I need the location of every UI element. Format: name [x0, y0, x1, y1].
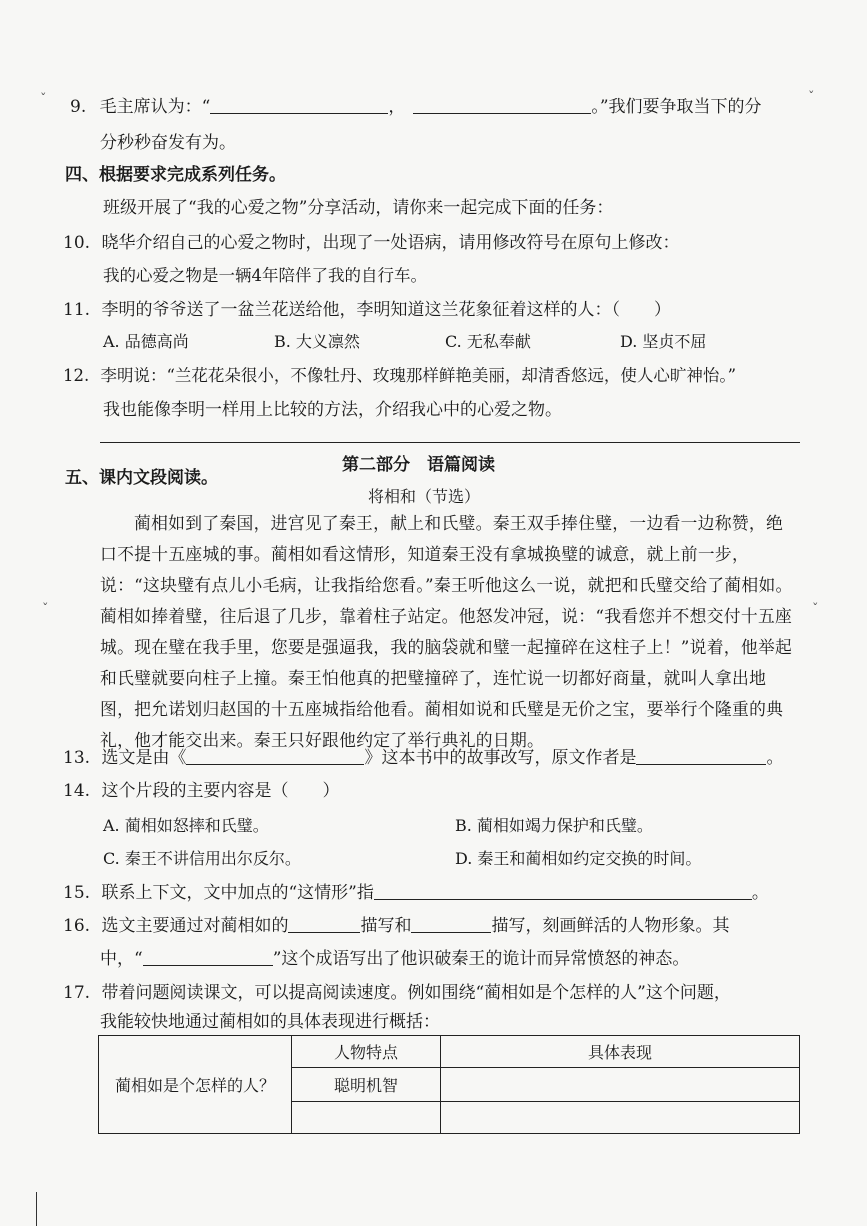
q16-number: 16. — [63, 916, 91, 936]
q14-option-d[interactable]: D. 秦王和蔺相如约定交换的时间。 — [455, 849, 702, 868]
q9-cont: 分秒秒奋发有为。 — [100, 133, 236, 153]
q16-cont-post: ”这个成语写出了他识破秦王的诡计而异常愤怒的神态。 — [272, 949, 690, 969]
table-cell-trait-1: 聪明机智 — [292, 1068, 441, 1102]
q16-post: 描写，刻画鲜活的人物形象。其 — [491, 916, 730, 936]
q16-pre: 选文主要通过对蔺相如的 — [101, 916, 289, 936]
q11-option-a[interactable]: A. 品德高尚 — [103, 332, 189, 351]
q16-blank-1[interactable] — [288, 916, 360, 933]
passage-text: 蔺相如到了秦国，进宫见了秦王，献上和氏璧。秦王双手捧住璧，一边看一边称赞，绝口不提十五座城的事。蔺相如看这情形，知道秦王没有拿城换璧的诚意，就上前一步，说：“这块璧有点儿小毛病，让我指给您看。”秦王听他这么一说，就把和氏璧交给了蔺相如。蔺相如捧着璧，往后退了几步，靠着柱子站定。他怒发冲冠，说：“我看您并不想交付十五座城。现在璧在我手里，您要是强逼我，我的脑袋就和璧一起撞碎在这柱子上！”说着，他举起和氏璧就要向柱子上撞。秦王怕他真的把璧撞碎了，连忙说一切都好商量，就叫人拿出地图，把允诺划归赵国的十五座城指给他看。蔺相如说和氏璧是无价之宝，要举行个隆重的典礼，他才能交出来。秦王只好跟他约定了举行典礼的日期。 — [100, 513, 793, 750]
table-row-label: 蔺相如是个怎样的人？ — [99, 1036, 292, 1134]
scan-tick-mark: ˇ — [42, 602, 49, 617]
q17-number: 17. — [63, 983, 91, 1003]
q11-option-b[interactable]: B. 大义凛然 — [274, 332, 360, 351]
q15-line — [63, 881, 769, 905]
part-2-title: 第二部分 语篇阅读 — [342, 455, 495, 475]
q9-blank-2[interactable] — [413, 97, 591, 114]
q9-mid: ， — [388, 97, 406, 117]
q14-text: 这个片段的主要内容是（ ） — [101, 781, 340, 801]
q10-sentence[interactable]: 我的心爱之物是一辆4年陪伴了我的自行车。 — [103, 266, 427, 285]
q14-option-c[interactable]: C. 秦王不讲信用出尔反尔。 — [103, 849, 301, 868]
q9-post: 。”我们要争取当下的分 — [591, 97, 762, 117]
table-header-evidence: 具体表现 — [441, 1036, 800, 1068]
q17-cont: 我能较快地通过蔺相如的具体表现进行概括： — [100, 1012, 440, 1032]
q13-number: 13. — [63, 748, 91, 768]
q16-blank-idiom[interactable] — [143, 949, 273, 966]
q16-mid: 描写和 — [360, 916, 412, 936]
q16-line — [63, 914, 729, 938]
q14-option-a[interactable]: A. 蔺相如怒摔和氏璧。 — [103, 816, 269, 835]
q17-line — [63, 981, 731, 1005]
table-cell-evidence-2[interactable] — [441, 1102, 800, 1134]
q9-number: 9. — [70, 97, 87, 117]
q14-line — [63, 779, 339, 803]
q12-answer-line[interactable] — [100, 442, 800, 443]
table-cell-trait-2[interactable] — [292, 1102, 441, 1134]
section-4-intro: 班级开展了“我的心爱之物”分享活动，请你来一起完成下面的任务： — [103, 198, 614, 218]
q16-cont — [100, 947, 689, 971]
q9-line — [70, 95, 762, 119]
q17-table — [98, 1035, 800, 1134]
q15-number: 15. — [63, 883, 91, 903]
passage-title: 将相和（节选） — [368, 487, 481, 506]
q11-option-d[interactable]: D. 坚贞不屈 — [620, 332, 707, 351]
scan-tick-mark: ˇ — [812, 602, 819, 617]
q15-blank[interactable] — [374, 883, 752, 900]
section-5-heading: 五、课内文段阅读。 — [65, 468, 218, 488]
q13-mid: 》这本书中的故事改写，原文作者是 — [364, 748, 637, 768]
q13-post: 。 — [766, 748, 784, 768]
q16-blank-2[interactable] — [411, 916, 491, 933]
table-header-trait: 人物特点 — [292, 1036, 441, 1068]
q12-cont: 我也能像李明一样用上比较的方法，介绍我心中的心爱之物。 — [103, 400, 562, 420]
q12-line — [63, 364, 736, 388]
q13-blank-book[interactable] — [186, 748, 364, 765]
q14-option-b[interactable]: B. 蔺相如竭力保护和氏璧。 — [455, 816, 653, 835]
q10-number: 10. — [63, 233, 91, 253]
q15-pre: 联系上下文，文中加点的“这情形”指 — [101, 883, 374, 903]
q13-line — [63, 746, 783, 770]
q14-number: 14. — [63, 781, 91, 801]
q13-pre: 选文是由《 — [101, 748, 187, 768]
q12-number: 12. — [63, 366, 90, 385]
table-cell-evidence-1[interactable] — [441, 1068, 800, 1102]
q11-line — [63, 298, 671, 322]
q10-text: 晓华介绍自己的心爱之物时，出现了一处语病，请用修改符号在原句上修改： — [101, 233, 680, 253]
q12-text: 李明说：“兰花花朵很小，不像牡丹、玫瑰那样鲜艳美丽，却清香悠远，使人心旷神怡。” — [100, 366, 737, 385]
q13-blank-author[interactable] — [636, 748, 766, 765]
q10-line — [63, 231, 679, 255]
q9-blank-1[interactable] — [210, 97, 388, 114]
scan-edge-line — [36, 1192, 37, 1226]
q11-text: 李明的爷爷送了一盆兰花送给他，李明知道这兰花象征着这样的人：（ ） — [101, 300, 671, 320]
scan-tick-mark: ˇ — [808, 90, 815, 105]
q11-option-c[interactable]: C. 无私奉献 — [445, 332, 531, 351]
q17-text: 带着问题阅读课文，可以提高阅读速度。例如围绕“蔺相如是个怎样的人”这个问题， — [101, 983, 731, 1003]
q9-pre: 毛主席认为：“ — [99, 97, 211, 117]
q16-cont-pre: 中，“ — [100, 949, 143, 969]
q15-post: 。 — [751, 883, 769, 903]
section-4-heading: 四、根据要求完成系列任务。 — [65, 165, 286, 185]
q11-number: 11. — [63, 300, 91, 320]
scan-tick-mark: ˇ — [40, 92, 47, 107]
